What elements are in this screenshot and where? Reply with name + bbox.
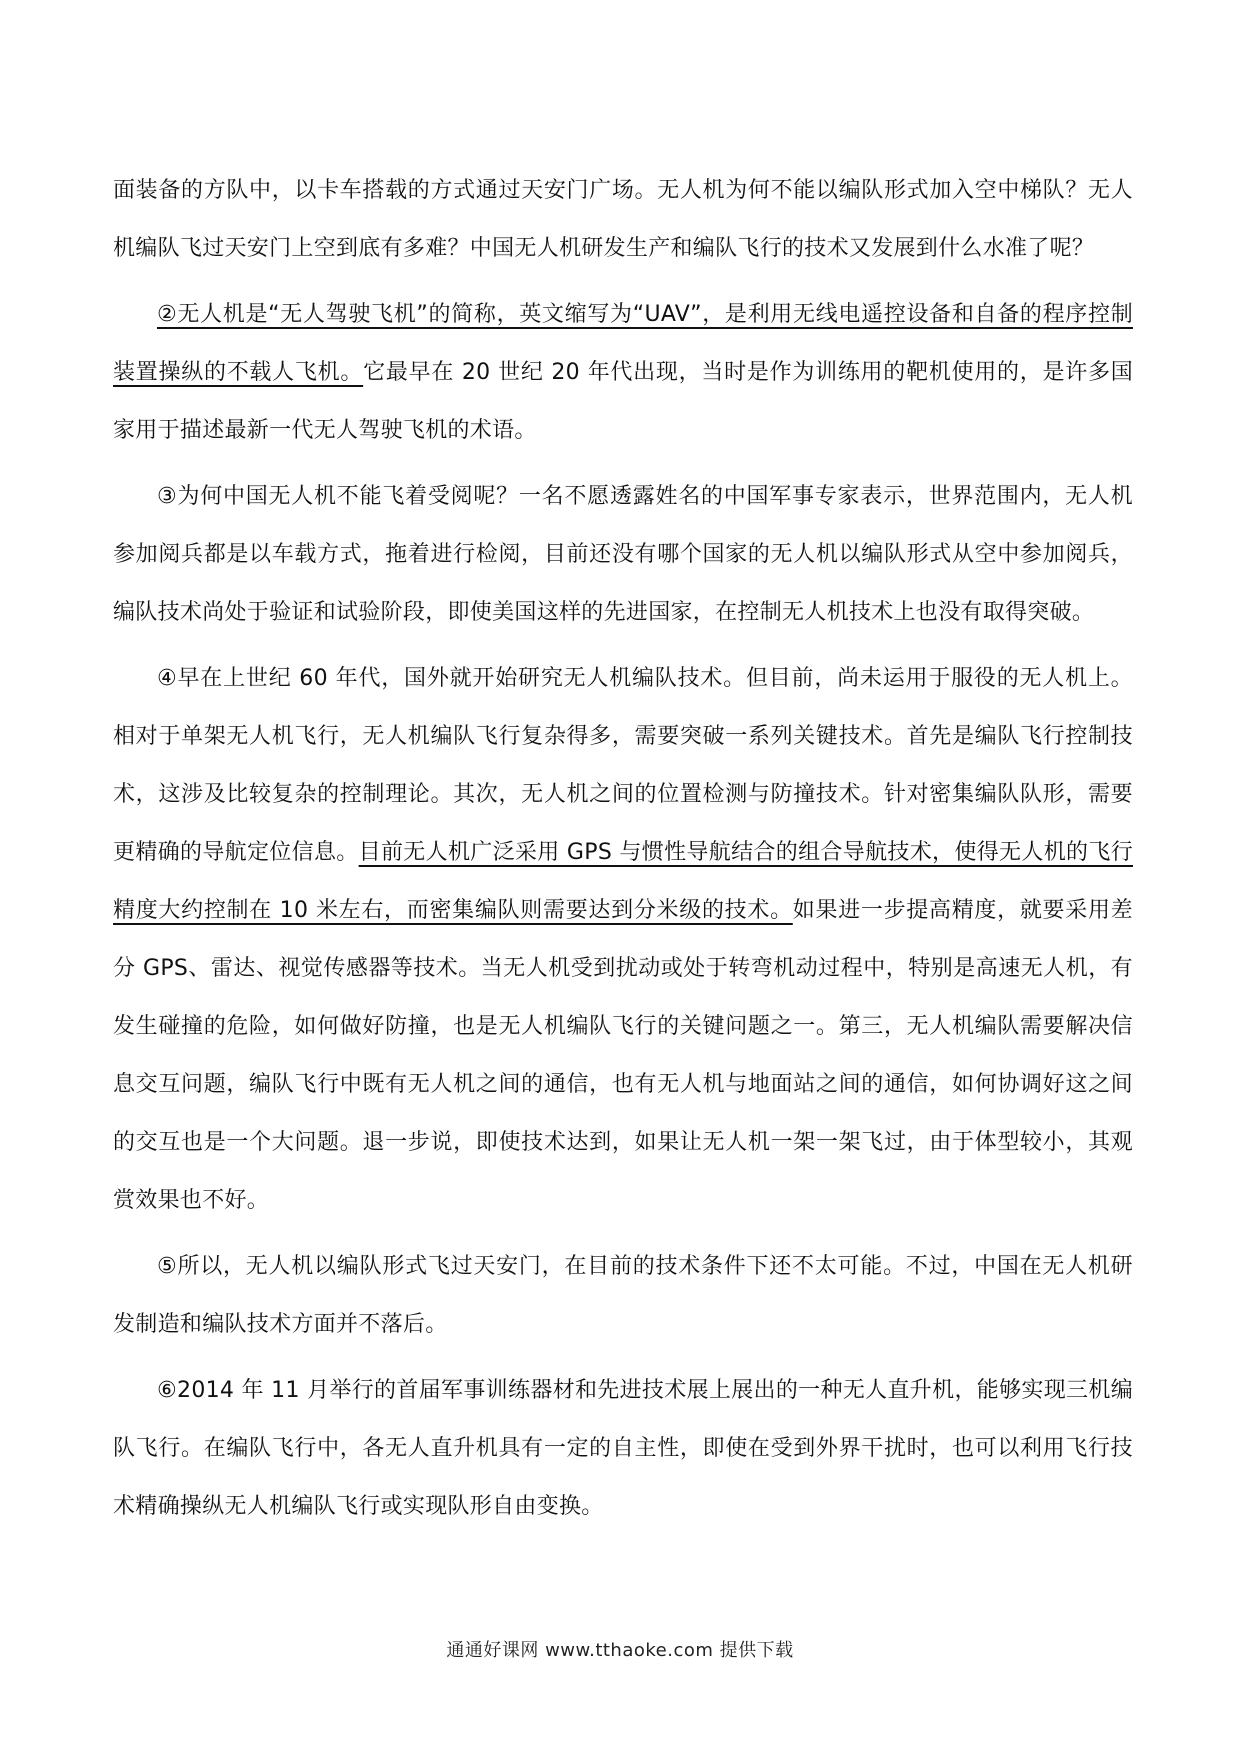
paragraph-text: 它最早在 20 世纪 20 年代出现，当时是作为训练用的靶机使用的，是许多国家用于描述最新一代无人驾驶飞机的术语。 [113,360,1133,443]
paragraph-3 [113,468,1133,642]
paragraph-4 [113,650,1133,1230]
underlined-text: 目前无人机广泛采用 GPS 与惯性导航结合的组合导航技术，使得无人机的飞行精度大约控制在 10 米左右，而密集编队则需要达到分米级的技术。 [113,840,1133,923]
paragraph-text: 如果进一步提高精度，就要采用差分 GPS、雷达、视觉传感器等技术。当无人机受到扰动或处于转弯机动过程中，特别是高速无人机，有发生碰撞的危险，如何做好防撞，也是无人机编队飞行的关键问题之一。第三，无人机编队需要解决信息交互问题，编队飞行中既有无人机之间的通信，也有无人机与地面站之间的通信，如何协调好这之间的交互也是一个大问题。退一步说，即使技术达到，如果让无人机一架一架飞过，由于体型较小，其观赏效果也不好。 [113,898,1133,1213]
paragraph-text: ③为何中国无人机不能飞着受阅呢？一名不愿透露姓名的中国军事专家表示，世界范围内，无人机参加阅兵都是以车载方式，拖着进行检阅，目前还没有哪个国家的无人机以编队形式从空中参加阅兵，编队技术尚处于验证和试验阶段，即使美国这样的先进国家，在控制无人机技术上也没有取得突破。 [113,484,1133,625]
paragraph-2 [113,286,1133,460]
paragraph-text: 面装备的方队中，以卡车搭载的方式通过天安门广场。无人机为何不能以编队形式加入空中梯队？无人机编队飞过天安门上空到底有多难？中国无人机研发生产和编队飞行的技术又发展到什么水准了呢？ [113,178,1133,261]
paragraph-6 [113,1362,1133,1536]
paragraph-text: ⑤所以，无人机以编队形式飞过天安门，在目前的技术条件下还不太可能。不过，中国在无人机研发制造和编队技术方面并不落后。 [113,1254,1133,1337]
underlined-text: ②无人机是“无人驾驶飞机”的简称，英文缩写为“UAV”，是利用无线电遥控设备和自备的程序控制装置操纵的不载人飞机。 [113,302,1133,385]
paragraph-5 [113,1238,1133,1354]
paragraph-text: ④早在上世纪 60 年代，国外就开始研究无人机编队技术。但目前，尚未运用于服役的无人机上。相对于单架无人机飞行，无人机编队飞行复杂得多，需要突破一系列关键技术。首先是编队飞行控制技术，这涉及比较复杂的控制理论。其次，无人机之间的位置检测与防撞技术。针对密集编队队形，需要更精确的导航定位信息。 [113,666,1133,865]
paragraph-text: ⑥2014 年 11 月举行的首届军事训练器材和先进技术展上展出的一种无人直升机，能够实现三机编队飞行。在编队飞行中，各无人直升机具有一定的自主性，即使在受到外界干扰时，也可以利用飞行技术精确操纵无人机编队飞行或实现队形自由变换。 [113,1378,1133,1519]
page-footer: 通通好课网 www.tthaoke.com 提供下载 [446,1640,794,1661]
paragraph-1-continued [113,162,1133,278]
article-body [113,162,1133,1544]
